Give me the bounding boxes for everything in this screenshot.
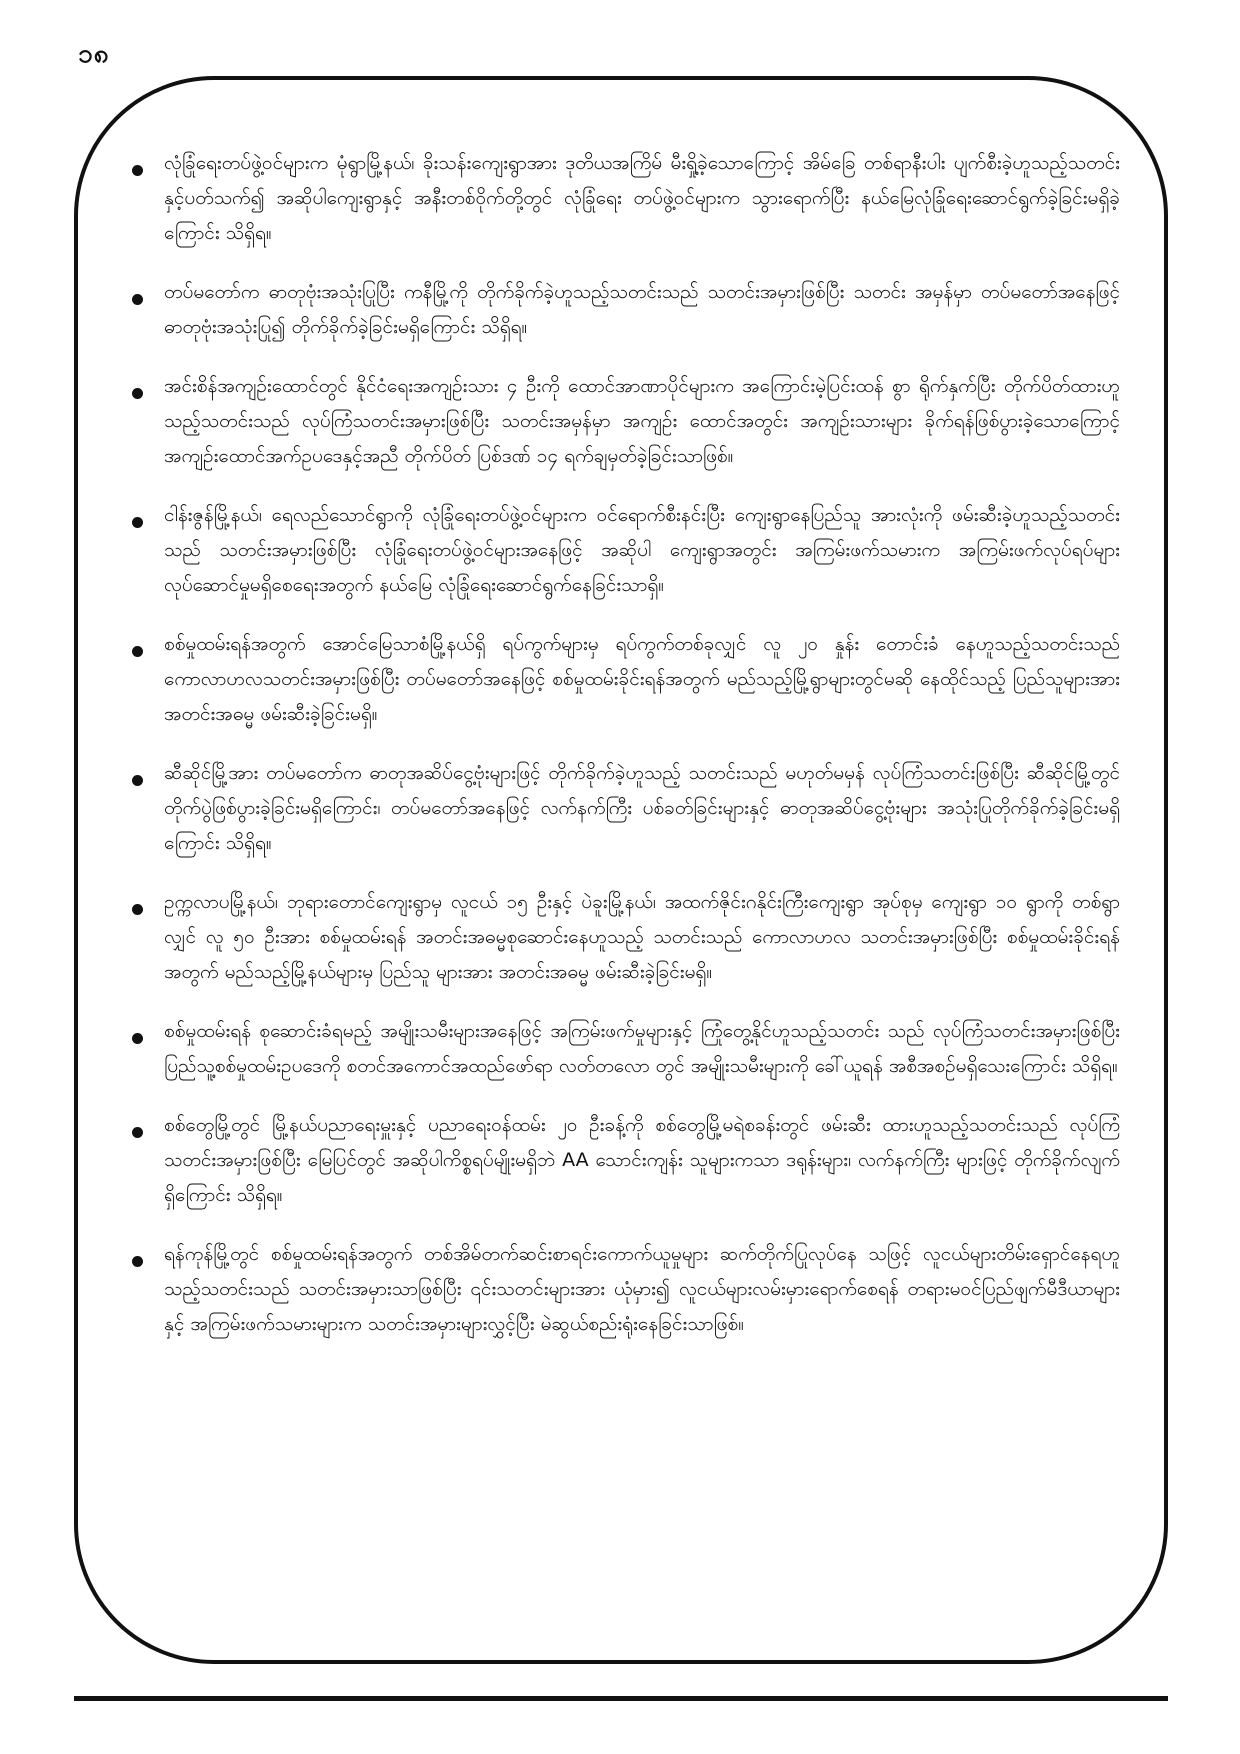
bullet-icon bbox=[132, 1127, 143, 1138]
list-item bbox=[124, 146, 1120, 251]
bullet-icon bbox=[132, 517, 143, 528]
page-number: ၁၈ bbox=[78, 39, 110, 69]
list-item bbox=[124, 1014, 1120, 1084]
list-item bbox=[124, 1108, 1120, 1213]
list-item bbox=[124, 369, 1120, 474]
list-item-text: ငါန်းဇွန်မြို့နယ်၊ ရေလည်သောင်ရွာကို လုံခြုံရေးတပ်ဖွဲ့ဝင်များက ဝင်ရောက်စီးနင်းပြီး ကျေးရွာနေပြည်သူ အားလုံးကို ဖမ်းဆီးခဲ့ဟူသည့်သတင်းသည် သတင်းအမှားဖြစ်ပြီး လုံခြုံရေးတပ်ဖွဲ့ဝင်များအနေဖြင့် အဆိုပါ ကျေးရွာအတွင်း အကြမ်းဖက်သမားက အကြမ်းဖက်လုပ်ရပ်များ လုပ်ဆောင်မှုမရှိစေရေးအတွက် နယ်မြေ လုံခြုံရေးဆောင်ရွက်နေခြင်းသာရှိ။ bbox=[164, 504, 1120, 596]
bullet-icon bbox=[132, 165, 143, 176]
bullet-icon bbox=[132, 294, 143, 305]
list-item-text: အင်းစိန်အကျဉ်းထောင်တွင် နိုင်ငံရေးအကျဉ်းသား ၄ ဦးကို ထောင်အာဏာပိုင်များက အကြောင်းမဲ့ပြင်းထန် စွာ ရိုက်နှက်ပြီး တိုက်ပိတ်ထားဟူသည့်သတင်းသည် လုပ်ကြံသတင်းအမှားဖြစ်ပြီး သတင်းအမှန်မှာ အကျဉ်း ထောင်အတွင်း အကျဉ်းသားများ ခိုက်ရန်ဖြစ်ပွားခဲ့သောကြောင့် အကျဉ်းထောင်အက်ဥပဒေနှင့်အညီ တိုက်ပိတ် ပြစ်ဒဏ် ၁၄ ရက်ချမှတ်ခဲ့ခြင်းသာဖြစ်။ bbox=[164, 375, 1120, 467]
list-item-text: တပ်မတော်က ဓာတုဗုံးအသုံးပြုပြီး ကနီမြို့ကို တိုက်ခိုက်ခဲ့ဟူသည့်သတင်းသည် သတင်းအမှားဖြစ်ပြီး သတင်း အမှန်မှာ တပ်မတော်အနေဖြင့် ဓာတုဗုံးအသုံးပြု၍ တိုက်ခိုက်ခဲ့ခြင်းမရှိကြောင်း သိရှိရ။ bbox=[164, 281, 1120, 338]
content-area bbox=[124, 146, 1120, 1626]
list-item-text: စစ်တွေမြို့တွင် မြို့နယ်ပညာရေးမှူးနှင့် ပညာရေးဝန်ထမ်း ၂၀ ဦးခန့်ကို စစ်တွေမြို့မရဲစခန်းတွင် ဖမ်းဆီး ထားဟူသည့်သတင်းသည် လုပ်ကြံသတင်းအမှားဖြစ်ပြီး မြေပြင်တွင် အဆိုပါကိစ္စရပ်မျိုးမရှိဘဲ AA သောင်းကျန်း သူများကသာ ဒရုန်းများ၊ လက်နက်ကြီး များဖြင့် တိုက်ခိုက်လျက်ရှိကြောင်း သိရှိရ။ bbox=[164, 1114, 1120, 1206]
list-item bbox=[124, 885, 1120, 990]
bullet-icon bbox=[132, 904, 143, 915]
list-item bbox=[124, 627, 1120, 732]
bullet-icon bbox=[132, 388, 143, 399]
list-item-text: ဆီဆိုင်မြို့အား တပ်မတော်က ဓာတုအဆိပ်ငွေ့ဗုံးများဖြင့် တိုက်ခိုက်ခဲ့ဟူသည့် သတင်းသည် မဟုတ်မမှန် လုပ်ကြံသတင်းဖြစ်ပြီး ဆီဆိုင်မြို့တွင် တိုက်ပွဲဖြစ်ပွားခဲ့ခြင်းမရှိကြောင်း၊ တပ်မတော်အနေဖြင့် လက်နက်ကြီး ပစ်ခတ်ခြင်းများနှင့် ဓာတုအဆိပ်ငွေ့ဗုံးများ အသုံးပြုတိုက်ခိုက်ခဲ့ခြင်းမရှိကြောင်း သိရှိရ။ bbox=[164, 762, 1120, 854]
bullet-icon bbox=[132, 775, 143, 786]
bullet-list bbox=[124, 146, 1120, 1342]
list-item bbox=[124, 275, 1120, 345]
list-item bbox=[124, 1237, 1120, 1342]
bullet-icon bbox=[132, 1256, 143, 1267]
list-item-text: စစ်မှုထမ်းရန်အတွက် အောင်မြေသာစံမြို့နယ်ရှိ ရပ်ကွက်များမှ ရပ်ကွက်တစ်ခုလျှင် လူ ၂၀ နှုန်း တောင်းခံ နေဟူသည့်သတင်းသည် ကောလာဟလသတင်းအမှားဖြစ်ပြီး တပ်မတော်အနေဖြင့် စစ်မှုထမ်းခိုင်းရန်အတွက် မည်သည့်မြို့ရွာများတွင်မဆို နေထိုင်သည့် ပြည်သူများအား အတင်းအဓမ္မ ဖမ်းဆီးခဲ့ခြင်းမရှိ။ bbox=[164, 633, 1120, 725]
list-item-text: လုံခြုံရေးတပ်ဖွဲ့ဝင်များက မုံရွာမြို့နယ်၊ ခိုးသန်းကျေးရွာအား ဒုတိယအကြိမ် မီးရှို့ခဲ့သောကြောင့် အိမ်ခြေ တစ်ရာနီးပါး ပျက်စီးခဲ့ဟူသည့်သတင်းနှင့်ပတ်သက်၍ အဆိုပါကျေးရွာနှင့် အနီးတစ်ဝိုက်တို့တွင် လုံခြုံရေး တပ်ဖွဲ့ဝင်များက သွားရောက်ပြီး နယ်မြေလုံခြုံရေးဆောင်ရွက်ခဲ့ခြင်းမရှိခဲ့ကြောင်း သိရှိရ။ bbox=[164, 152, 1120, 244]
bullet-icon bbox=[132, 646, 143, 657]
list-item bbox=[124, 756, 1120, 861]
bullet-icon bbox=[132, 1033, 143, 1044]
list-item-text: ရန်ကုန်မြို့တွင် စစ်မှုထမ်းရန်အတွက် တစ်အိမ်တက်ဆင်းစာရင်းကောက်ယူမှုများ ဆက်တိုက်ပြုလုပ်နေ သဖြင့် လူငယ်များတိမ်းရှောင်နေရဟူသည့်သတင်းသည် သတင်းအမှားသာဖြစ်ပြီး ၎င်းသတင်းများအား ယုံမှား၍ လူငယ်များလမ်းမှားရောက်စေရန် တရားမဝင်ပြည်ဖျက်မီဒီယာများနှင့် အကြမ်းဖက်သမားများက သတင်းအမှားများလွှင့်ပြီး မဲဆွယ်စည်းရုံးနေခြင်းသာဖြစ်။ bbox=[164, 1243, 1120, 1335]
list-item-text: စစ်မှုထမ်းရန် စုဆောင်းခံရမည့် အမျိုးသမီးများအနေဖြင့် အကြမ်းဖက်မှုများနှင့် ကြုံတွေ့နိုင်ဟူသည့်သတင်း သည် လုပ်ကြံသတင်းအမှားဖြစ်ပြီး ပြည်သူ့စစ်မှုထမ်းဥပဒေကို စတင်အကောင်အထည်ဖော်ရာ လတ်တလော တွင် အမျိုးသမီးများကို ခေါ်ယူရန် အစီအစဉ်မရှိသေးကြောင်း သိရှိရ။ bbox=[164, 1020, 1120, 1077]
bottom-divider bbox=[74, 1696, 1168, 1701]
list-item bbox=[124, 498, 1120, 603]
list-item-text: ဥက္ကလာပမြို့နယ်၊ ဘုရားတောင်ကျေးရွာမှ လူငယ် ၁၅ ဦးနှင့် ပဲခူးမြို့နယ်၊ အထက်ဇိုင်းဂနိုင်းကြီးကျေးရွာ အုပ်စုမှ ကျေးရွာ ၁၀ ရွာကို တစ်ရွာလျှင် လူ ၅၀ ဦးအား စစ်မှုထမ်းရန် အတင်းအဓမ္မစုဆောင်းနေဟူသည့် သတင်းသည် ကောလာဟလ သတင်းအမှားဖြစ်ပြီး စစ်မှုထမ်းခိုင်းရန်အတွက် မည်သည့်မြို့နယ်များမှ ပြည်သူ များအား အတင်းအဓမ္မ ဖမ်းဆီးခဲ့ခြင်းမရှိ။ bbox=[164, 891, 1120, 983]
